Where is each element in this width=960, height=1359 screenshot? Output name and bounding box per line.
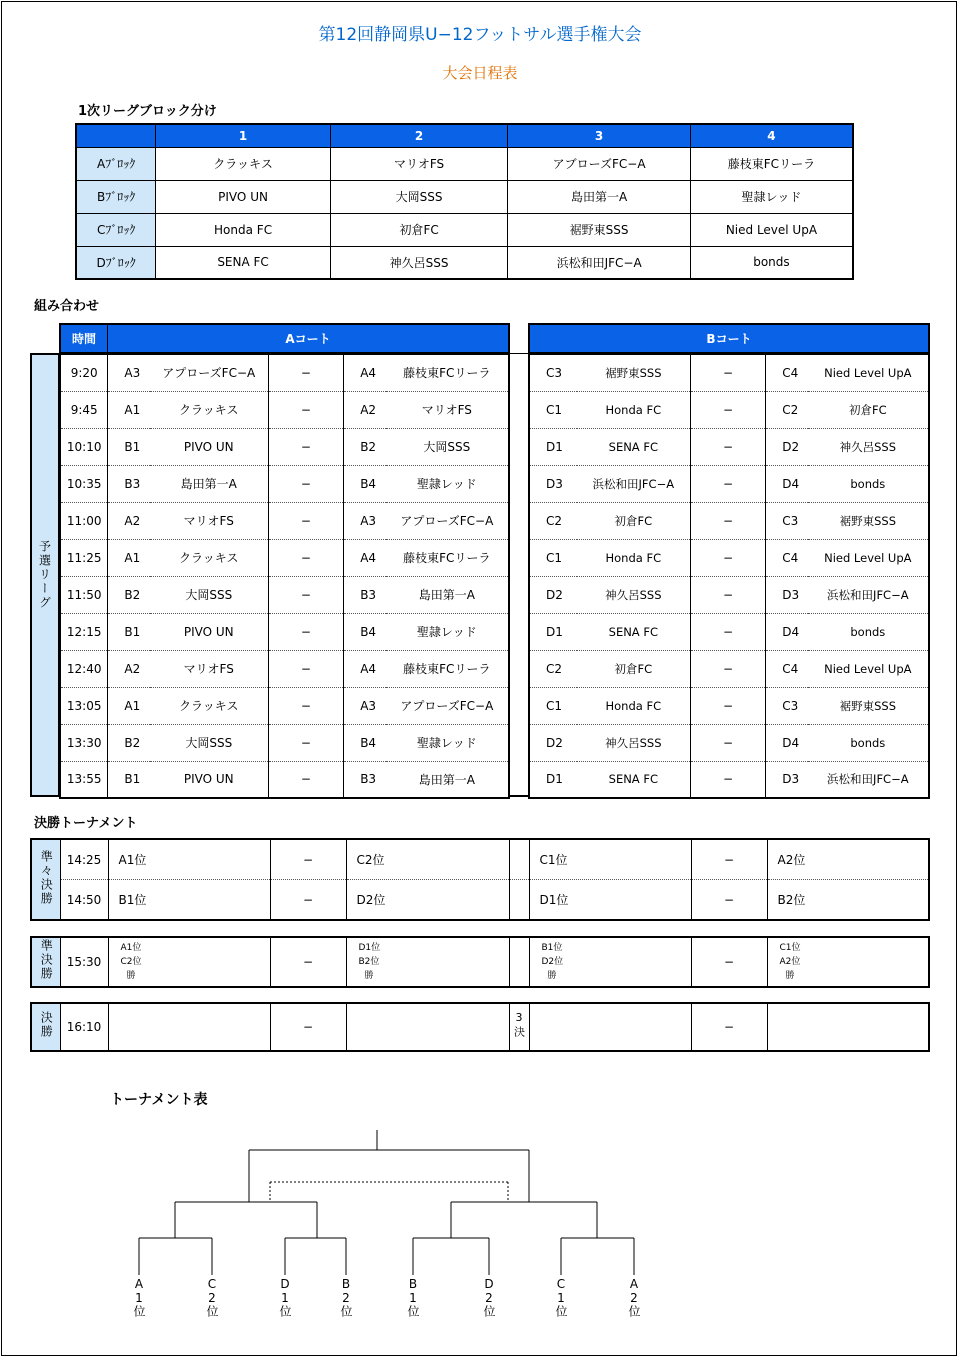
team-code: B4 — [344, 724, 386, 761]
vs-mark: − — [690, 761, 765, 798]
match-time: 13:55 — [60, 761, 108, 798]
team-name: bonds — [808, 465, 929, 502]
team-code: C2 — [766, 391, 808, 428]
vs-mark: − — [268, 391, 344, 428]
vs-mark: − — [268, 650, 344, 687]
vs-mark: − — [690, 391, 765, 428]
block-col-header: 2 — [330, 124, 508, 147]
block-header-corner — [76, 124, 156, 147]
final-label — [31, 1003, 60, 1051]
team-name: SENA FC — [577, 613, 690, 650]
team-code: B2 — [344, 428, 386, 465]
team-code: A1 — [108, 391, 150, 428]
slot-line: C2位 — [120, 957, 142, 967]
vs-mark: − — [690, 354, 765, 391]
team-name: 裾野東SSS — [577, 354, 690, 391]
slot-line: D2位 — [541, 957, 564, 967]
schedule-row-a — [60, 354, 509, 391]
schedule-row-a — [60, 650, 509, 687]
block-team: 藤枝東FCリーラ — [690, 147, 853, 180]
match-time: 13:05 — [60, 687, 108, 724]
slot-line: D1位 — [358, 943, 381, 953]
schedule-row-b — [529, 650, 929, 687]
block-team: SENA FC — [156, 246, 331, 279]
team-code: C4 — [766, 650, 808, 687]
sf-slot — [108, 937, 270, 987]
team-name: 浜松和田JFC−A — [808, 576, 929, 613]
team-code: D4 — [766, 613, 808, 650]
slot: B1位 — [108, 880, 270, 921]
block-col-header: 3 — [508, 124, 691, 147]
slot: B2位 — [777, 893, 806, 907]
schedule-row-b — [529, 761, 929, 798]
team-name: アプローズFC−A — [150, 354, 268, 391]
team-name: SENA FC — [577, 761, 690, 798]
team-code: B2 — [108, 724, 150, 761]
block-team: bonds — [690, 246, 853, 279]
semifinal-table — [30, 936, 930, 988]
court-b-header — [528, 323, 930, 354]
sf-label-text: 準決勝 — [39, 939, 54, 981]
bracket-leaf — [479, 1277, 499, 1321]
team-code: A4 — [344, 650, 386, 687]
team-name: クラッキス — [150, 391, 268, 428]
team-code: B2 — [108, 576, 150, 613]
vs-mark: − — [691, 1003, 767, 1051]
schedule-row-a — [60, 428, 509, 465]
vs-mark: − — [690, 465, 765, 502]
team-name: 島田第一A — [150, 465, 268, 502]
vs-mark: − — [268, 576, 344, 613]
team-name: 藤枝東FCリーラ — [386, 650, 509, 687]
league-side-text: 予選リーグ — [37, 540, 52, 610]
team-name: 藤枝東FCリーラ — [386, 354, 509, 391]
slot-line: 勝 — [364, 971, 374, 981]
vs-mark: − — [691, 880, 767, 921]
slot: D1位 — [529, 880, 691, 921]
slot: A1位 — [108, 839, 270, 880]
team-name: マリオFS — [150, 650, 268, 687]
slot-line: 勝 — [126, 971, 136, 981]
match-time: 11:25 — [60, 539, 108, 576]
team-code: C2 — [529, 502, 577, 539]
team-name: PIVO UN — [150, 613, 268, 650]
block-team: Nied Level UpA — [690, 213, 853, 246]
team-name: Nied Level UpA — [808, 539, 929, 576]
vs-mark: − — [268, 724, 344, 761]
vs-mark: − — [690, 724, 765, 761]
bracket-leaf — [336, 1277, 356, 1321]
vs-mark: − — [268, 687, 344, 724]
team-name: 初倉FC — [577, 650, 690, 687]
bracket-leaf-text: B1位 — [406, 1277, 420, 1317]
match-time: 9:45 — [60, 391, 108, 428]
team-name: クラッキス — [150, 687, 268, 724]
match-time: 14:50 — [60, 880, 108, 921]
team-code: B1 — [124, 772, 141, 787]
team-name: 神久呂SSS — [808, 428, 929, 465]
block-team: PIVO UN — [156, 180, 331, 213]
block-row — [76, 213, 853, 246]
slot: D2位 — [346, 880, 509, 921]
team-code: A2 — [108, 502, 150, 539]
schedule-row-b — [529, 391, 929, 428]
team-code: C2 — [529, 650, 577, 687]
team-code: D4 — [766, 724, 808, 761]
team-code: C1 — [529, 391, 577, 428]
team-name: SENA FC — [577, 428, 690, 465]
block-team: 神久呂SSS — [330, 246, 508, 279]
team-code: A1 — [108, 539, 150, 576]
third-place-text: 3決 — [512, 1011, 526, 1039]
bracket-leaf-text: C2位 — [205, 1277, 219, 1317]
team-code: B3 — [360, 772, 377, 787]
schedule-row-b — [529, 354, 929, 391]
bracket-leaf-text: D2位 — [482, 1277, 496, 1317]
slot-line: C1位 — [779, 943, 801, 953]
team-code: D2 — [529, 576, 577, 613]
bracket-leaf — [202, 1277, 222, 1321]
match-time: 16:10 — [60, 1003, 108, 1051]
vs-mark: − — [268, 428, 344, 465]
slot: C2位 — [346, 839, 509, 880]
block-team: 大岡SSS — [330, 180, 508, 213]
match-time: 15:30 — [60, 937, 108, 987]
team-code: D3 — [529, 465, 577, 502]
team-code: C4 — [766, 539, 808, 576]
team-name: 神久呂SSS — [577, 724, 690, 761]
slot — [346, 1003, 509, 1051]
team-code: C4 — [766, 354, 808, 391]
team-name: 大岡SSS — [150, 576, 268, 613]
vs-mark: − — [690, 539, 765, 576]
bracket-leaf-text: A2位 — [627, 1277, 641, 1317]
vs-mark: − — [268, 761, 344, 798]
team-code: D2 — [529, 724, 577, 761]
match-time: 12:40 — [60, 650, 108, 687]
block-name: Cﾌﾞﾛｯｸ — [76, 213, 156, 246]
team-name: Honda FC — [577, 539, 690, 576]
schedule-row-a — [60, 502, 509, 539]
team-code: B1 — [108, 613, 150, 650]
slot — [529, 1003, 691, 1051]
slot-line: A1位 — [120, 943, 142, 953]
sf-slot — [767, 937, 929, 987]
schedule-row-b — [529, 428, 929, 465]
block-team: 島田第一A — [508, 180, 691, 213]
vs-mark: − — [270, 937, 346, 987]
bracket-leaf — [275, 1277, 295, 1321]
vs-mark: − — [268, 539, 344, 576]
match-time: 11:00 — [60, 502, 108, 539]
block-team: クラッキス — [156, 147, 331, 180]
qf-row — [31, 839, 929, 880]
team-code: A2 — [108, 650, 150, 687]
block-team: マリオFS — [330, 147, 508, 180]
block-name: Aﾌﾞﾛｯｸ — [76, 147, 156, 180]
team-name: 島田第一A — [418, 772, 475, 787]
team-code: B4 — [344, 465, 386, 502]
vs-mark: − — [690, 613, 765, 650]
team-code: B3 — [344, 576, 386, 613]
team-name: 藤枝東FCリーラ — [386, 539, 509, 576]
bracket-leaf — [129, 1277, 149, 1321]
block-team: アブローズFC−A — [508, 147, 691, 180]
match-time: 13:30 — [60, 724, 108, 761]
time-header: 時間 — [60, 324, 108, 353]
schedule-row-b — [529, 465, 929, 502]
vs-mark: − — [690, 502, 765, 539]
vs-mark: − — [270, 880, 346, 921]
team-name: 大岡SSS — [150, 724, 268, 761]
team-code: D1 — [546, 772, 563, 787]
final-row — [31, 1003, 929, 1051]
page-title: 第12回静岡県U−12フットサル選手権大会 — [318, 25, 642, 45]
vs-mark: − — [268, 354, 344, 391]
team-name: Nied Level UpA — [808, 354, 929, 391]
team-name: bonds — [808, 724, 929, 761]
block-team: Honda FC — [156, 213, 331, 246]
schedule-row-a — [60, 687, 509, 724]
team-name: PIVO UN — [150, 761, 268, 798]
sf-slot — [529, 937, 691, 987]
team-name: 島田第一A — [386, 576, 509, 613]
schedule-heading: 組み合わせ — [34, 299, 100, 314]
bracket-leaf-text: D1位 — [278, 1277, 292, 1317]
sf-row — [31, 937, 929, 987]
match-time: 10:10 — [60, 428, 108, 465]
slot: C1位 — [529, 839, 691, 880]
schedule-row-b — [529, 576, 929, 613]
block-team: 裾野東SSS — [508, 213, 691, 246]
team-code: A1 — [108, 687, 150, 724]
schedule-row-a — [60, 576, 509, 613]
court-b-table — [528, 353, 930, 799]
team-name: 初倉FC — [808, 391, 929, 428]
block-row — [76, 246, 853, 279]
vs-mark: − — [690, 576, 765, 613]
vs-mark: − — [270, 1003, 346, 1051]
court-a-header — [59, 323, 510, 354]
block-col-header: 1 — [156, 124, 331, 147]
team-code: D1 — [529, 428, 577, 465]
finals-heading: 決勝トーナメント — [34, 816, 138, 831]
third-place-label — [509, 1003, 529, 1051]
court-a-table — [59, 353, 510, 799]
block-name: Bﾌﾞﾛｯｸ — [76, 180, 156, 213]
schedule-row-b — [529, 502, 929, 539]
schedule-row-a — [60, 539, 509, 576]
gap — [509, 880, 529, 921]
bracket-leaf-text: A1位 — [132, 1277, 146, 1317]
slot-line: 勝 — [547, 971, 557, 981]
slot-line: B2位 — [358, 957, 380, 967]
match-time: 10:35 — [60, 465, 108, 502]
quarterfinal-table — [30, 838, 930, 921]
team-name: 聖隷レッド — [386, 613, 509, 650]
team-name: 大岡SSS — [386, 428, 509, 465]
team-code: D3 — [782, 772, 800, 787]
team-name: 浜松和田JFC−A — [577, 465, 690, 502]
bracket-heading: トーナメント表 — [110, 1092, 208, 1108]
team-name: bonds — [808, 613, 929, 650]
block-team: 初倉FC — [330, 213, 508, 246]
team-code: C3 — [766, 502, 808, 539]
schedule-row-a — [60, 465, 509, 502]
team-code: D3 — [766, 576, 808, 613]
final-label-text: 決勝 — [39, 1011, 54, 1039]
block-name: Dﾌﾞﾛｯｸ — [76, 246, 156, 279]
vs-mark: − — [268, 613, 344, 650]
schedule-row-a — [60, 761, 509, 798]
slot: A2位 — [767, 839, 929, 880]
schedule-row-a — [60, 613, 509, 650]
schedule-row-a — [60, 724, 509, 761]
team-name: アプローズFC−A — [386, 687, 509, 724]
vs-mark: − — [690, 428, 765, 465]
team-name: Nied Level UpA — [808, 650, 929, 687]
slot — [108, 1003, 270, 1051]
team-code: C1 — [529, 539, 577, 576]
team-name: アプローズFC−A — [386, 502, 509, 539]
schedule-row-a — [60, 391, 509, 428]
slot-line: 勝 — [785, 971, 795, 981]
page-subtitle: 大会日程表 — [442, 64, 518, 82]
team-code: D4 — [766, 465, 808, 502]
team-code: A4 — [344, 539, 386, 576]
vs-mark: − — [268, 502, 344, 539]
team-name: 初倉FC — [577, 502, 690, 539]
team-code: D2 — [766, 428, 808, 465]
team-code: B1 — [108, 428, 150, 465]
match-time: 12:15 — [60, 613, 108, 650]
vs-mark: − — [690, 650, 765, 687]
block-table — [75, 123, 854, 280]
team-name: 浜松和田JFC−A — [827, 772, 909, 787]
team-code: C3 — [766, 687, 808, 724]
team-name: 聖隷レッド — [386, 465, 509, 502]
team-code: A3 — [344, 502, 386, 539]
bracket-leaf — [624, 1277, 644, 1321]
team-name: Honda FC — [577, 687, 690, 724]
team-code: A3 — [344, 687, 386, 724]
sf-label — [31, 937, 60, 987]
team-name: 裾野東SSS — [808, 502, 929, 539]
match-time: 14:25 — [60, 839, 108, 880]
team-name: PIVO UN — [150, 428, 268, 465]
match-time: 11:50 — [60, 576, 108, 613]
vs-mark: − — [691, 839, 767, 880]
league-side-label — [30, 353, 59, 797]
block-col-header: 4 — [690, 124, 853, 147]
bracket-leaf — [403, 1277, 423, 1321]
qf-row — [31, 880, 929, 921]
qf-label-text: 準々決勝 — [39, 849, 54, 906]
vs-mark: − — [690, 687, 765, 724]
team-code: B3 — [108, 465, 150, 502]
team-name: クラッキス — [150, 539, 268, 576]
team-code: D1 — [529, 613, 577, 650]
schedule-row-b — [529, 687, 929, 724]
bracket-leaf-text: C1位 — [554, 1277, 568, 1317]
slot-line: A2位 — [779, 957, 801, 967]
court-gap — [509, 353, 529, 797]
schedule-row-b — [529, 724, 929, 761]
court-a-label: Aコート — [108, 324, 510, 353]
slot-line: B1位 — [541, 943, 563, 953]
slot — [767, 1003, 929, 1051]
gap — [509, 937, 529, 987]
vs-mark: − — [691, 937, 767, 987]
block-row — [76, 147, 853, 180]
team-name: 神久呂SSS — [577, 576, 690, 613]
bracket-leaf-text: B2位 — [339, 1277, 353, 1317]
team-code: C1 — [529, 687, 577, 724]
team-code: C3 — [529, 354, 577, 391]
vs-mark: − — [268, 465, 344, 502]
qf-label — [31, 839, 60, 920]
team-name: 聖隷レッド — [386, 724, 509, 761]
team-code: A4 — [344, 354, 386, 391]
gap — [509, 839, 529, 880]
team-name: 裾野東SSS — [808, 687, 929, 724]
block-row — [76, 180, 853, 213]
schedule-row-b — [529, 613, 929, 650]
team-code: A3 — [108, 354, 150, 391]
block-heading: 1次リーグブロック分け — [78, 104, 217, 119]
team-name: マリオFS — [386, 391, 509, 428]
team-code: A2 — [344, 391, 386, 428]
final-table — [30, 1002, 930, 1052]
team-code: B4 — [344, 613, 386, 650]
vs-mark: − — [270, 839, 346, 880]
block-team: 聖隷レッド — [690, 180, 853, 213]
bracket-leaf — [551, 1277, 571, 1321]
sf-slot — [346, 937, 509, 987]
team-name: Honda FC — [577, 391, 690, 428]
match-time: 9:20 — [60, 354, 108, 391]
block-team: 浜松和田JFC−A — [508, 246, 691, 279]
team-name: マリオFS — [150, 502, 268, 539]
court-b-label: Bコート — [529, 324, 929, 353]
schedule-row-b — [529, 539, 929, 576]
